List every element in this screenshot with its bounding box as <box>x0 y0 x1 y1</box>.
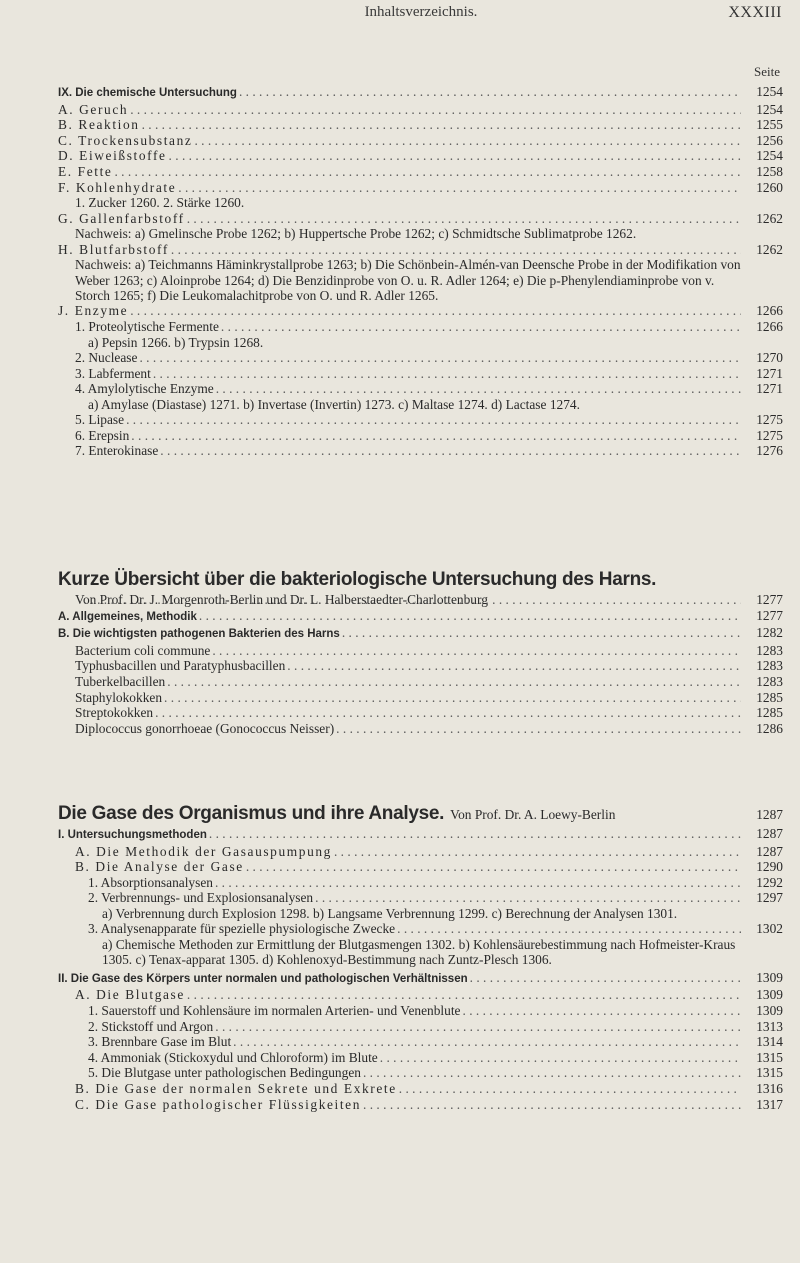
section-heading: Die Gase des Organismus und ihre Analyse. Von Prof. Dr. A. Loewy-Berlin 1287 <box>58 803 783 824</box>
toc-entry: I. Untersuchungsmethoden . . . 1287 <box>58 826 783 844</box>
section-heading: Kurze Übersicht über die bakteriologische Untersuchung des Harns. <box>58 569 657 590</box>
toc-note: a) Amylase (Diastase) 1271. b) Invertase (Invertin) 1273. c) Maltase 1274. d) Lactase 1274. <box>88 396 580 412</box>
section-chemische-untersuchung <box>58 84 783 459</box>
toc-entry: 2. Verbrennungs- und Explosionsanalysen . . . 1297 <box>58 890 783 906</box>
toc-entry: A. Die Methodik der Gasauspumpung . . . 1287 <box>58 844 783 860</box>
toc-entry: Bacterium coli commune . . . 1283 <box>58 643 783 659</box>
toc-entry: . . . 1277 <box>58 592 783 608</box>
toc-entry: F. Kohlenhydrate . . . 1260 <box>58 180 783 196</box>
toc-entry: Staphylokokken . . . 1285 <box>58 690 783 706</box>
page-number: XXXIII <box>728 4 782 21</box>
toc-entry: B. Reaktion . . . 1255 <box>58 117 783 133</box>
toc-entry: Typhusbacillen und Paratyphusbacillen . . . 1283 <box>58 658 783 674</box>
toc-entry: 5. Die Blutgase unter pathologischen Bedingungen . . . 1315 <box>58 1065 783 1081</box>
running-header <box>60 4 782 26</box>
authors-line: Von Prof. Dr. A. Loewy-Berlin <box>450 807 616 822</box>
toc-entry: B. Die wichtigsten pathogenen Bakterien des Harns . . . 1282 <box>58 625 783 643</box>
toc-entry: 3. Brennbare Gase im Blut . . . 1314 <box>58 1034 783 1050</box>
toc-entry: G. Gallenfarbstoff . . . 1262 <box>58 211 783 227</box>
toc-entry: 6. Erepsin . . . 1275 <box>58 428 783 444</box>
toc-entry: B. Die Gase der normalen Sekrete und Exkrete . . . 1316 <box>58 1081 783 1097</box>
toc-entry: A. Geruch . . . 1254 <box>58 102 783 118</box>
running-title: Inhaltsverzeichnis. <box>364 4 478 20</box>
toc-entry: II. Die Gase des Körpers unter normalen und pathologischen Verhältnissen . . . 1309 <box>58 970 783 988</box>
toc-entry: Tuberkelbacillen . . . 1283 <box>58 674 783 690</box>
toc-entry: 1. Sauerstoff und Kohlensäure im normalen Arterien- und Venenblute . . . 1309 <box>58 1003 783 1019</box>
section-gase-des-organismus <box>58 802 783 1112</box>
toc-entry: 4. Ammoniak (Stickoxydul und Chloroform) im Blute . . . 1315 <box>58 1050 783 1066</box>
toc-note: a) Pepsin 1266. b) Trypsin 1268. <box>88 334 264 350</box>
section-bakteriologische-untersuchung <box>58 568 783 736</box>
authors-line: Von Prof. Dr. J. Morgenroth-Berlin und Dr. L. Halberstaedter-Charlottenburg <box>75 592 488 607</box>
toc-note: Nachweis: a) Teichmanns Häminkrystallprobe 1263; b) Die Schönbein-Almén-van Deensche Probe in der Modifikation von Weber 1263; c) Aloinprobe 1264; d) Die Benzidinprobe von O. u. R. Adler 1264; e) Die p-Phenylendiaminprobe von v. Storch 1265; f) Die Leukomalachitprobe von O. und R. Adler 1265. <box>75 257 741 303</box>
toc-note: a) Chemische Methoden zur Ermittlung der Blutgasmengen 1302. b) Kohlensäurebestimmung nach Hofmeister-Kraus 1305. c) Tenax-apparat 1305. d) Kohlenoxyd-Bestimmung nach Zuntz-Plesch 1306. <box>102 936 736 968</box>
toc-entry: 1. Absorptionsanalysen . . . 1292 <box>58 875 783 891</box>
toc-entry: 3. Labferment . . . 1271 <box>58 366 783 382</box>
toc-entry: 1. Proteolytische Fermente . . . 1266 <box>58 319 783 335</box>
toc-note: a) Verbrennung durch Explosion 1298. b) Langsame Verbrennung 1299. c) Berechnung der Analysen 1301. <box>102 905 678 921</box>
toc-note: Nachweis: a) Gmelinsche Probe 1262; b) Huppertsche Probe 1262; c) Schmidtsche Sublimatprobe 1262. <box>75 226 637 242</box>
toc-entry: J. Enzyme . . . 1266 <box>58 303 783 319</box>
toc-entry: Streptokokken . . . 1285 <box>58 705 783 721</box>
toc-entry: B. Die Analyse der Gase . . . 1290 <box>58 859 783 875</box>
toc-entry: 3. Analysenapparate für spezielle physiologische Zwecke . . . 1302 <box>58 921 783 937</box>
toc-entry: 2. Nuclease . . . 1270 <box>58 350 783 366</box>
seite-label: Seite <box>754 64 780 79</box>
toc-entry: H. Blutfarbstoff . . . 1262 <box>58 242 783 258</box>
toc-entry: IX. Die chemische Untersuchung . . . 1254 <box>58 84 783 102</box>
toc-entry: E. Fette . . . 1258 <box>58 164 783 180</box>
toc-entry: 5. Lipase . . . 1275 <box>58 412 783 428</box>
toc-entry: C. Trockensubstanz . . . 1256 <box>58 133 783 149</box>
toc-entry: C. Die Gase pathologischer Flüssigkeiten . . . 1317 <box>58 1097 783 1113</box>
toc-entry: A. Die Blutgase . . . 1309 <box>58 987 783 1003</box>
toc-entry: 7. Enterokinase . . . 1276 <box>58 443 783 459</box>
toc-note: 1. Zucker 1260. 2. Stärke 1260. <box>75 195 245 211</box>
toc-entry: 4. Amylolytische Enzyme . . . 1271 <box>58 381 783 397</box>
toc-entry: Diplococcus gonorrhoeae (Gonococcus Neisser) . . . 1286 <box>58 721 783 737</box>
toc-entry: A. Allgemeines, Methodik . . . 1277 <box>58 608 783 626</box>
toc-entry: 2. Stickstoff und Argon . . . 1313 <box>58 1019 783 1035</box>
toc-entry: D. Eiweißstoffe . . . 1254 <box>58 148 783 164</box>
